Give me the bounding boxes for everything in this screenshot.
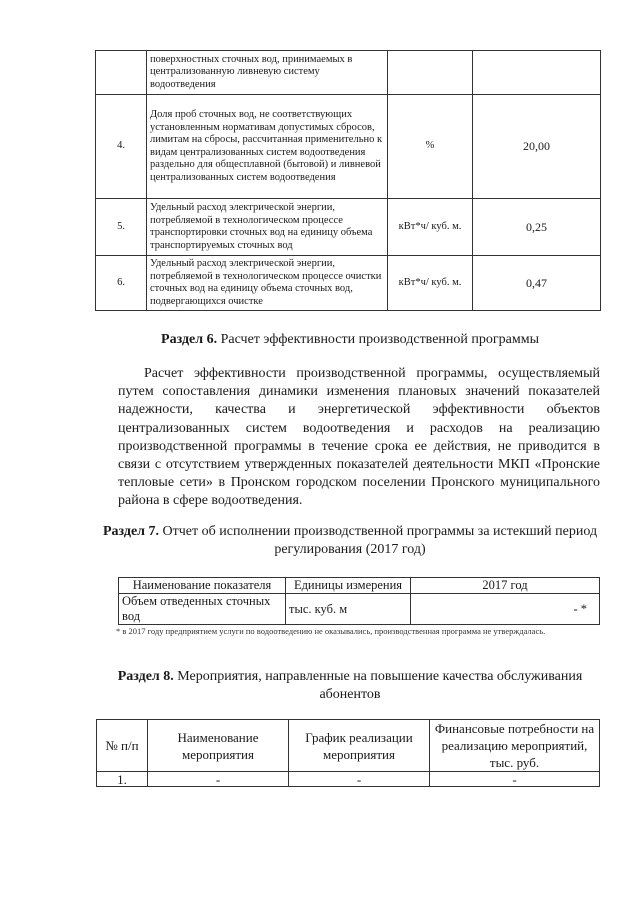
table-header-row: [97, 720, 600, 772]
table-row: [96, 256, 601, 311]
footnote: * в 2017 году предприятием услуги по водоотведению не оказывались, производственная программа не утверждалась.: [116, 626, 546, 636]
column-header: Наименование мероприятия: [148, 720, 289, 772]
indicator-unit: %: [388, 95, 473, 199]
table-cell: -: [430, 772, 600, 787]
table-row: [96, 199, 601, 256]
column-header: Единицы измерения: [286, 578, 411, 594]
table-row: [119, 594, 600, 625]
indicator-name: Доля проб сточных вод, не соответствующих установленным нормативам допустимых сбросов, лимитам на сбросы, рассчитанная применительно к видам централизованных систем водоотведения раздельно для общесплавной (бытовой) и ливневой централизованных систем водоотведения: [147, 95, 388, 199]
indicator-name: Удельный расход электрической энергии, потребляемой в технологическом процессе транспортировки сточных вод на единицу объема транспортируемых сточных вод: [147, 199, 388, 256]
section-7-heading: [100, 523, 600, 559]
indicator-value: 20,00: [473, 95, 601, 199]
section-7-title: Отчет об исполнении производственной программы за истекший период регулирования (2017 год): [162, 524, 598, 557]
section-8-title: Мероприятия, направленные на повышение качества обслуживания абонентов: [177, 669, 583, 702]
indicator-unit: кВт*ч/ куб. м.: [388, 199, 473, 256]
table-cell: тыс. куб. м: [286, 594, 411, 625]
report-table: [118, 577, 600, 625]
table-header-row: [119, 578, 600, 594]
indicator-name: Удельный расход электрической энергии, потребляемой в технологическом процессе очистки сточных вод на единицу объема сточных вод, подвергающихся очистке: [147, 256, 388, 311]
table-row: [97, 772, 600, 787]
column-header: № п/п: [97, 720, 148, 772]
table-cell: 1.: [97, 772, 148, 787]
indicators-table: [95, 50, 601, 311]
section-6-label: Раздел 6.: [161, 332, 218, 347]
row-number: 4.: [96, 95, 147, 199]
column-header: График реализации мероприятия: [289, 720, 430, 772]
table-row: [96, 51, 601, 95]
section-6-paragraph: Расчет эффективности производственной программы, осуществляемый путем сопоставления динамики изменения плановых значений показателей надежности, качества и энергетической эффективности объектов централизованных систем водоотведения и расходов на реализацию производственной программы в течение срока ее действия, не приводится в связи с отсутствием утвержденных показателей деятельности МКП «Пронские тепловые сети» в Пронском городском поселении Пронского муниципального района в сфере водоотведения.: [118, 366, 600, 509]
indicator-unit: [388, 51, 473, 95]
column-header: Наименование показателя: [119, 578, 286, 594]
indicator-value: 0,25: [473, 199, 601, 256]
measures-table: [96, 719, 600, 787]
section-6-heading: [100, 331, 600, 349]
section-6-title: Расчет эффективности производственной программы: [220, 332, 539, 347]
section-7-label: Раздел 7.: [102, 524, 160, 539]
section-8-heading: [100, 668, 600, 704]
row-number: 6.: [96, 256, 147, 311]
table-cell: - *: [411, 594, 600, 625]
row-number: [96, 51, 147, 95]
table-row: [96, 95, 601, 199]
section-8-label: Раздел 8.: [117, 669, 174, 684]
column-header: 2017 год: [411, 578, 600, 594]
column-header: Финансовые потребности на реализацию мероприятий, тыс. руб.: [430, 720, 600, 772]
indicator-name: поверхностных сточных вод, принимаемых в централизованную ливневую систему водоотведения: [147, 51, 388, 95]
indicator-unit: кВт*ч/ куб. м.: [388, 256, 473, 311]
table-cell: -: [289, 772, 430, 787]
indicator-value: [473, 51, 601, 95]
row-number: 5.: [96, 199, 147, 256]
table-cell: Объем отведенных сточных вод: [119, 594, 286, 625]
table-cell: -: [148, 772, 289, 787]
indicator-value: 0,47: [473, 256, 601, 311]
